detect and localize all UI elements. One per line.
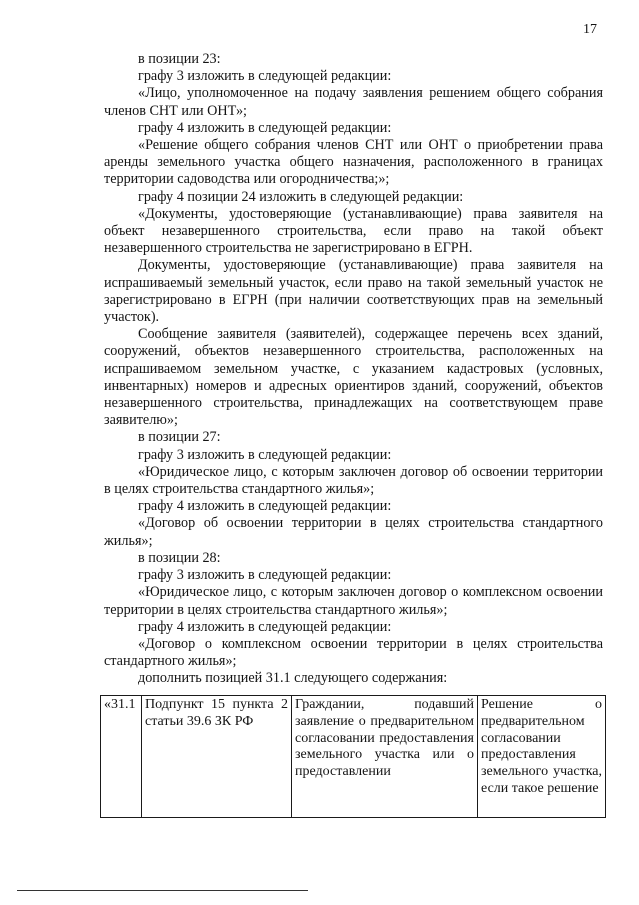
paragraph: «Решение общего собрания членов СНТ или ОНТ о приобретении права аренды земельного участка общего назначения, расположенного в границах территории садоводства или огородничества;»; (104, 137, 603, 188)
table-cell: Решение о предварительном согласовании предоставления земельного участка, если такое решение (478, 696, 606, 818)
table-cell: «31.1 (101, 696, 142, 818)
paragraph: графу 3 изложить в следующей редакции: (138, 567, 392, 584)
paragraph: Сообщение заявителя (заявителей), содержащее перечень всех зданий, сооружений, объектов незавершенного строительства, расположенных на испрашиваемом земельном участке, с указанием кадастровых (условных, инвентарных) номеров и адресных ориентиров зданий, сооружений, объектов незавершенного строительства, принадлежащих на соответствующем праве заявителю»; (104, 326, 603, 429)
paragraph: графу 3 изложить в следующей редакции: (138, 68, 392, 85)
paragraph: «Юридическое лицо, с которым заключен договор о комплексном освоении территории в целях строительства стандартного жилья»; (104, 584, 603, 618)
paragraph: графу 3 изложить в следующей редакции: (138, 446, 392, 463)
paragraph: графу 4 изложить в следующей редакции: (138, 498, 392, 515)
table-cell: Граждании, подавший заявление о предварительном согласовании предоставления земельного участка или о предоставлении (292, 696, 478, 818)
paragraph: графу 4 позиции 24 изложить в следующей редакции: (138, 188, 464, 205)
paragraph: «Договор о комплексном освоении территории в целях строительства стандартного жилья»; (104, 635, 603, 670)
body-text (104, 51, 603, 688)
paragraph: «Лицо, уполномоченное на подачу заявления решением общего собрания членов СНТ или ОНТ»; (104, 85, 603, 119)
paragraph: в позиции 28: (138, 549, 221, 566)
paragraph: в позиции 27: (138, 429, 221, 446)
paragraph: «Юридическое лицо, с которым заключен договор об освоении территории в целях строительства стандартного жилья»; (104, 463, 603, 498)
paragraph: в позиции 23: (138, 51, 221, 67)
paragraph: графу 4 изложить в следующей редакции: (138, 618, 392, 635)
positions-table (100, 695, 606, 818)
table-cell: Подпункт 15 пункта 2 статьи 39.6 ЗК РФ (142, 696, 292, 818)
paragraph: Документы, удостоверяющие (устанавливающие) права заявителя на испрашиваемый земельный участок, если право на такой земельный участок не зарегистрировано в ЕГРН (при наличии соответствующих прав на земельный участок). (104, 257, 603, 326)
page-number: 17 (583, 22, 597, 37)
paragraph: «Документы, удостоверяющие (устанавливающие) права заявителя на объект незавершенного строительства, если право на такой объект незавершенного строительства не зарегистрировано в ЕГРН. (104, 205, 603, 257)
paragraph: дополнить позицией 31.1 следующего содержания: (138, 670, 448, 687)
table-row (101, 696, 606, 818)
paragraph: «Договор об освоении территории в целях строительства стандартного жилья»; (104, 515, 603, 549)
paragraph: графу 4 изложить в следующей редакции: (138, 119, 392, 136)
footnote-rule (17, 890, 308, 891)
